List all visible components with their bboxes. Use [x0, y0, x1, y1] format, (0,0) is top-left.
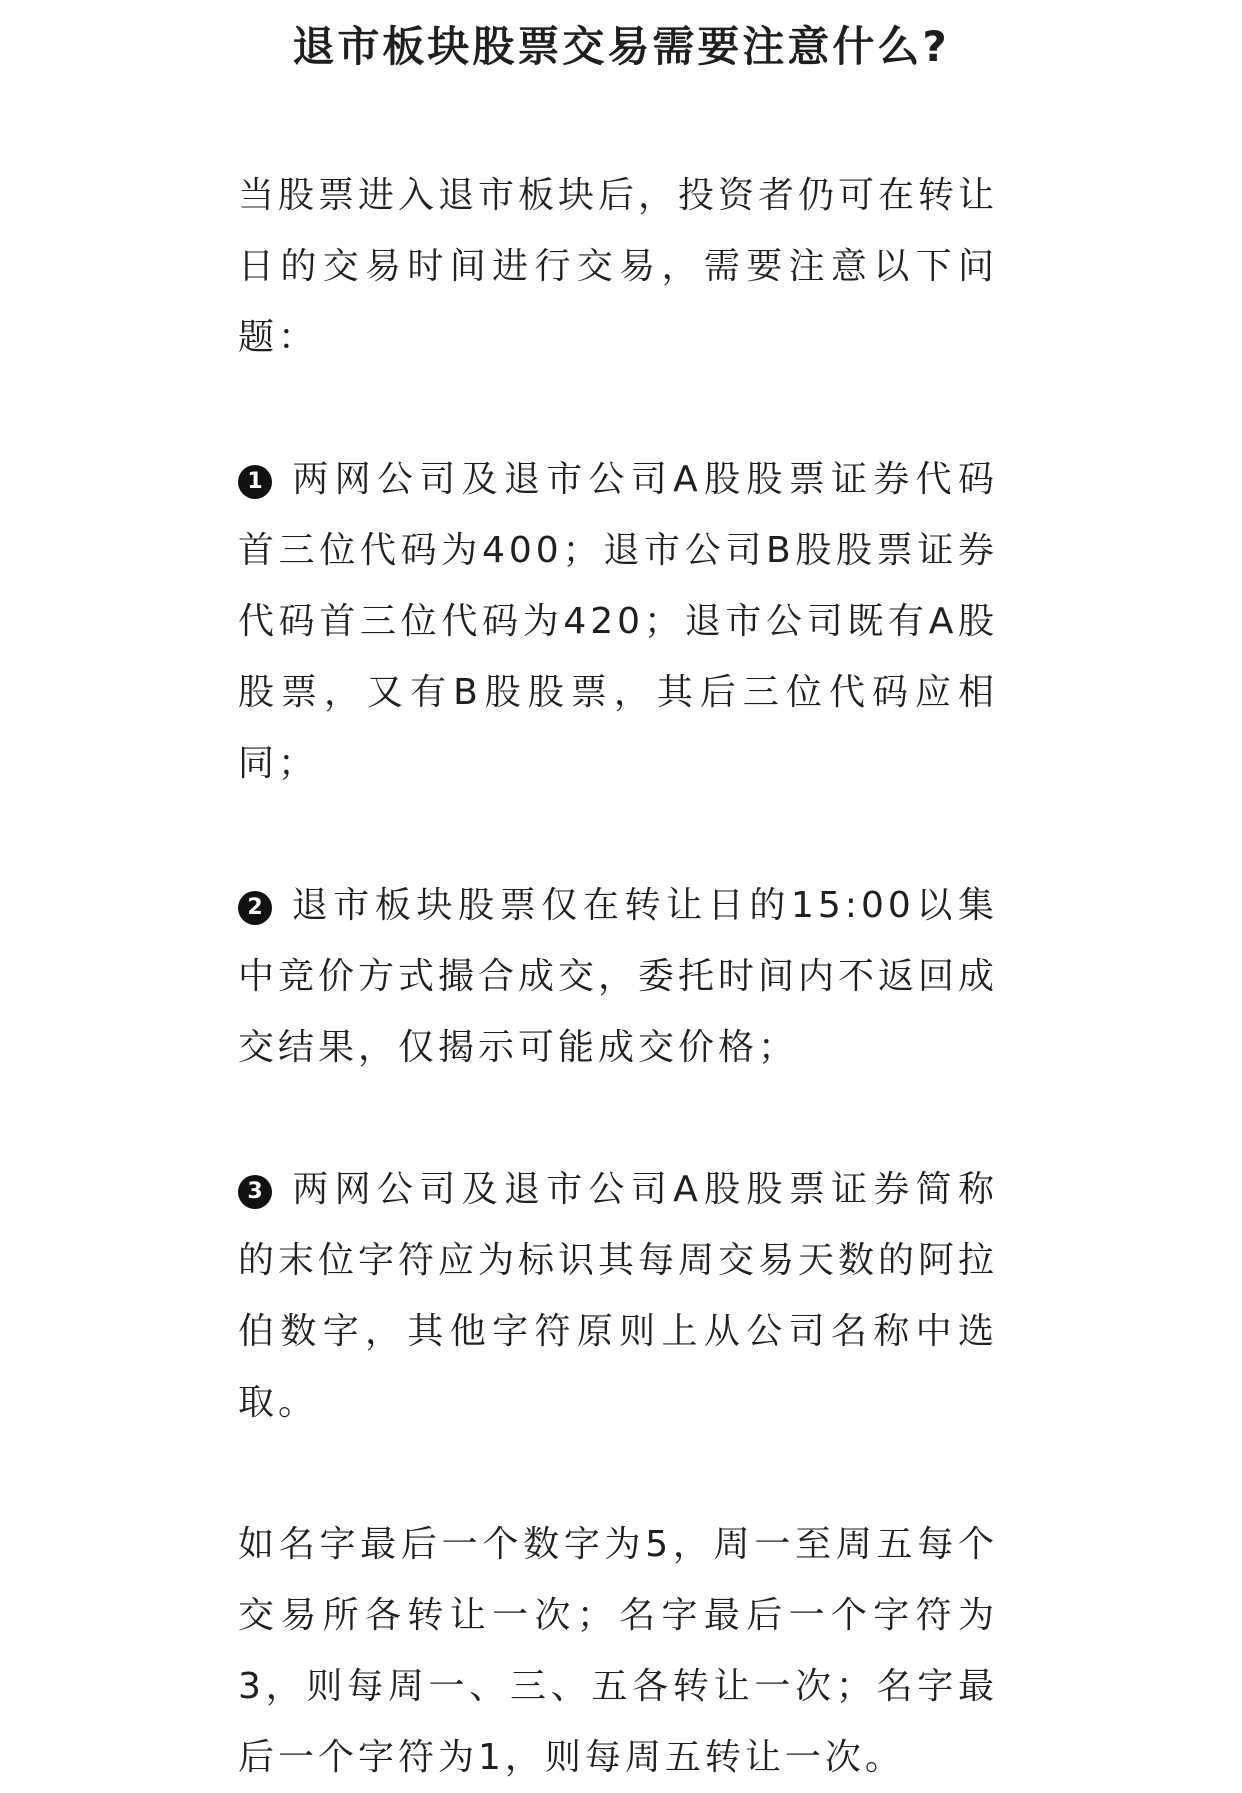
circled-number-3-icon: 3	[238, 1175, 272, 1209]
list-item-1	[238, 444, 998, 799]
circled-number-1-icon: 1	[238, 465, 272, 499]
list-item-3	[238, 1154, 998, 1438]
intro-paragraph: 当股票进入退市板块后，投资者仍可在转让日的交易时间进行交易，需要注意以下问题：	[238, 175, 999, 358]
list-item-2-text: 退市板块股票仅在转让日的15:00以集中竞价方式撮合成交，委托时间内不返回成交结果，仅揭示可能成交价格；	[238, 885, 999, 1068]
page-title: 退市板块股票交易需要注意什么?	[292, 22, 950, 71]
list-item-2	[238, 870, 998, 1083]
example-paragraph: 如名字最后一个数字为5，周一至周五每个交易所各转让一次；名字最后一个字符为3，则每周一、三、五各转让一次；名字最后一个字符为1，则每周五转让一次。	[238, 1524, 998, 1778]
list-item-3-text: 两网公司及退市公司A股股票证券简称的末位字符应为标识其每周交易天数的阿拉伯数字，其他字符原则上从公司名称中选取。	[238, 1169, 999, 1423]
article-body	[238, 160, 998, 1793]
circled-number-2-icon: 2	[238, 891, 272, 925]
list-item-1-text: 两网公司及退市公司A股股票证券代码首三位代码为400；退市公司B股股票证券代码首三位代码为420；退市公司既有A股股票，又有B股股票，其后三位代码应相同；	[238, 459, 998, 784]
